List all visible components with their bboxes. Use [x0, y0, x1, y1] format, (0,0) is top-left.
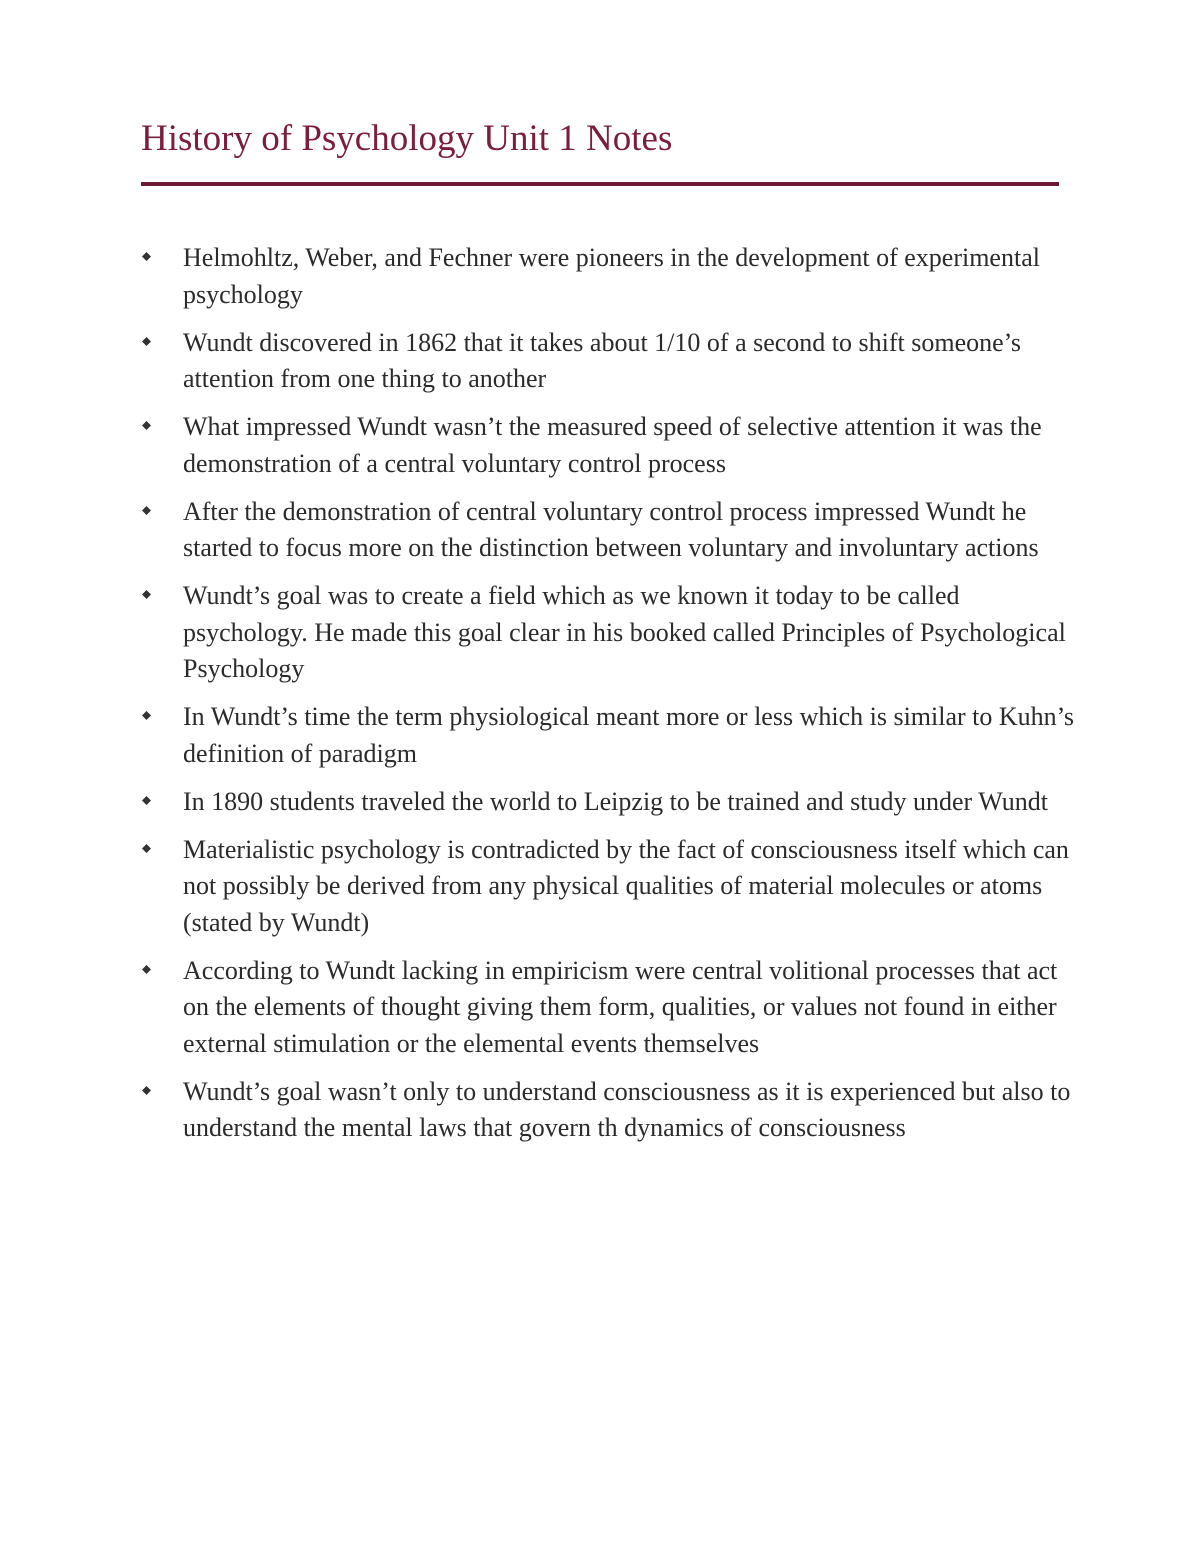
- list-item: [141, 409, 1076, 482]
- bullet-text: Wundt discovered in 1862 that it takes about 1/10 of a second to shift someone’s attention from one thing to another: [183, 327, 1022, 393]
- diamond-bullet-icon: [142, 421, 151, 430]
- list-item: [141, 240, 1076, 313]
- diamond-bullet-icon: [142, 252, 151, 261]
- diamond-bullet-icon: [142, 590, 151, 599]
- page-title: History of Psychology Unit 1 Notes: [141, 118, 673, 159]
- bullet-text: Helmohltz, Weber, and Fechner were pioneers in the development of experimental psychology: [183, 243, 1040, 309]
- title-divider: [141, 182, 1059, 186]
- diamond-bullet-icon: [142, 1086, 151, 1095]
- list-item: [141, 494, 1076, 567]
- diamond-bullet-icon: [142, 844, 151, 853]
- bullet-text: After the demonstration of central voluntary control process impressed Wundt he started to focus more on the distinction between voluntary and involuntary actions: [183, 496, 1039, 562]
- bullet-text: Wundt’s goal was to create a field which as we known it today to be called psychology. He made this goal clear in his booked called Principles of Psychological Psychology: [183, 581, 1066, 683]
- bullet-text: According to Wundt lacking in empiricism were central volitional processes that act on the elements of thought giving them form, qualities, or values not found in either external stimulation or the elemental events themselves: [183, 955, 1058, 1058]
- bullet-text: Materialistic psychology is contradicted by the fact of consciousness itself which can not possibly be derived from any physical qualities of material molecules or atoms (stated by Wundt): [183, 834, 1069, 937]
- bullet-text: In 1890 students traveled the world to Leipzig to be trained and study under Wundt: [183, 786, 1048, 816]
- list-item: [141, 578, 1076, 688]
- diamond-bullet-icon: [142, 337, 151, 346]
- notes-bullet-list: [141, 240, 1076, 1158]
- diamond-bullet-icon: [142, 796, 151, 805]
- list-item: [141, 832, 1076, 942]
- list-item: [141, 953, 1076, 1063]
- list-item: [141, 784, 1076, 821]
- bullet-text: Wundt’s goal wasn’t only to understand consciousness as it is experienced but also to understand the mental laws that govern th dynamics of consciousness: [183, 1076, 1071, 1142]
- diamond-bullet-icon: [142, 711, 151, 720]
- diamond-bullet-icon: [142, 506, 151, 515]
- diamond-bullet-icon: [142, 965, 151, 974]
- list-item: [141, 1074, 1076, 1147]
- list-item: [141, 699, 1076, 772]
- bullet-text: What impressed Wundt wasn’t the measured speed of selective attention it was the demonstration of a central voluntary control process: [183, 412, 1042, 478]
- bullet-text: In Wundt’s time the term physiological meant more or less which is similar to Kuhn’s definition of paradigm: [183, 702, 1075, 768]
- list-item: [141, 325, 1076, 398]
